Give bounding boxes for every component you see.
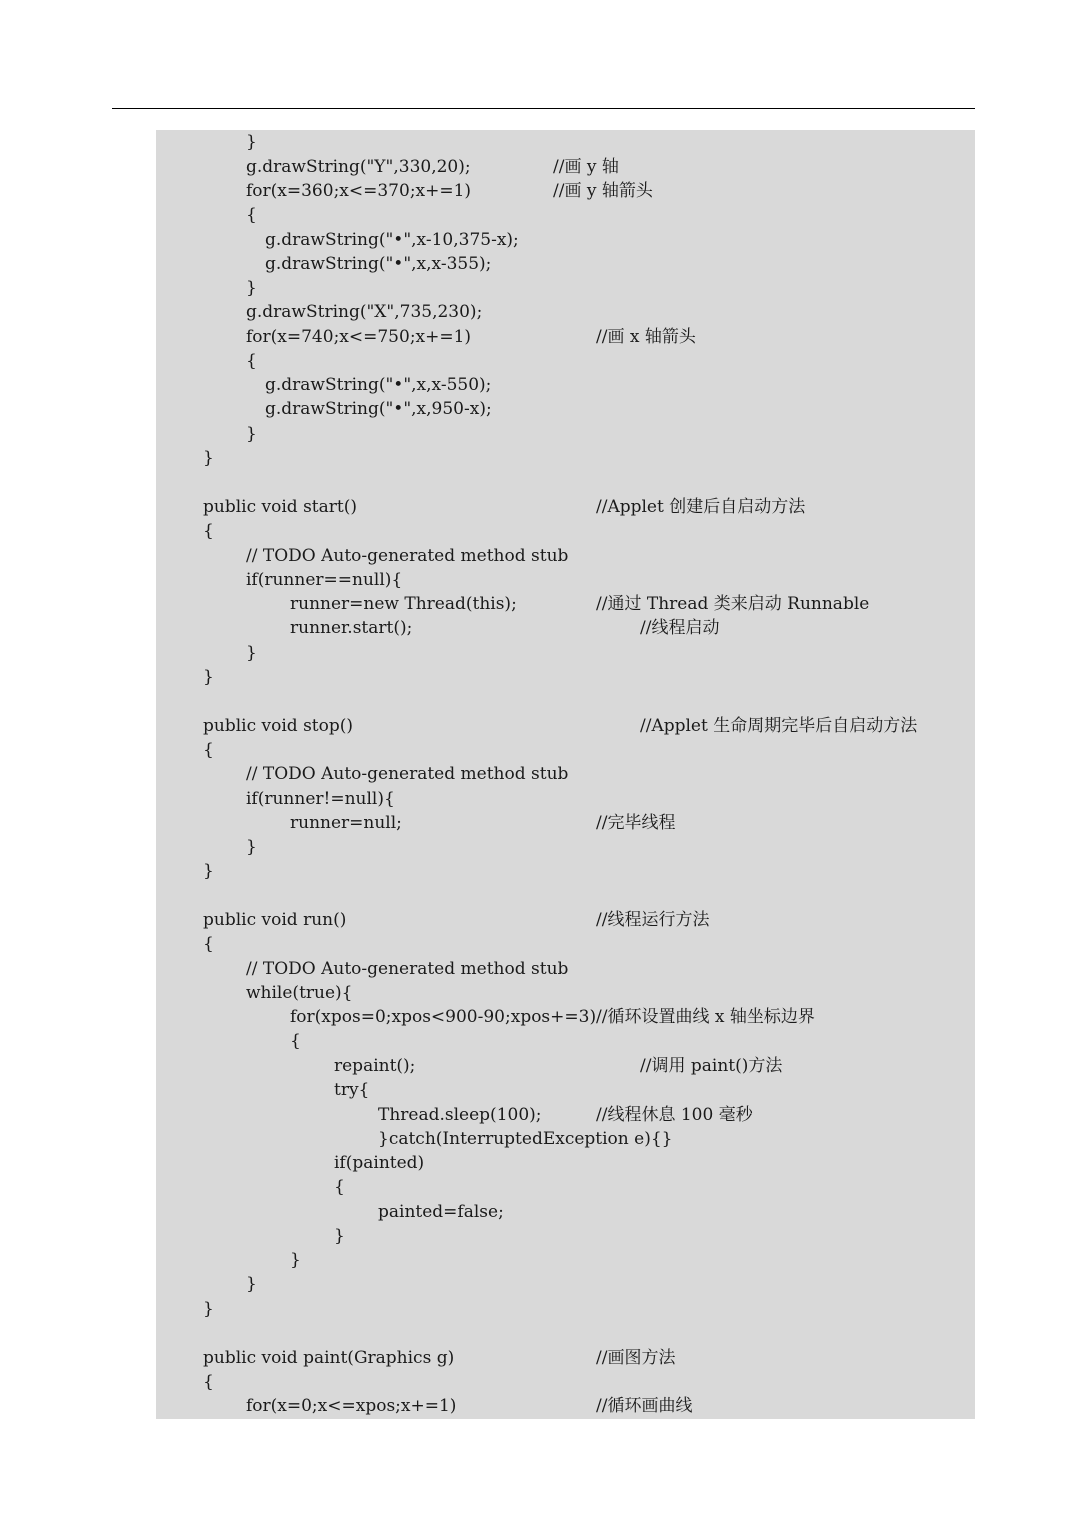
code-line: while(true){: [246, 983, 353, 1003]
code-line: }: [203, 448, 214, 468]
code-line: g.drawString("•",x-10,375-x);: [265, 230, 519, 250]
code-comment: //画 y 轴: [553, 157, 619, 177]
header-rule: [112, 108, 975, 109]
code-line: }: [246, 1274, 257, 1294]
code-line: }: [203, 861, 214, 881]
code-line: // TODO Auto-generated method stub: [246, 959, 569, 979]
code-line: {: [203, 934, 214, 954]
code-line: for(x=360;x<=370;x+=1): [246, 181, 472, 201]
code-comment: //循环画曲线: [596, 1396, 693, 1416]
code-line: }: [246, 278, 257, 298]
code-line: }: [246, 424, 257, 444]
code-line: {: [246, 205, 257, 225]
code-line: g.drawString("•",x,x-550);: [265, 375, 492, 395]
code-line: repaint();: [334, 1056, 416, 1076]
code-line: runner=null;: [290, 813, 402, 833]
code-line: painted=false;: [378, 1202, 504, 1222]
code-line: }: [203, 1299, 214, 1319]
code-line: for(x=0;x<=xpos;x+=1): [246, 1396, 457, 1416]
code-comment: //调用 paint()方法: [640, 1056, 783, 1076]
code-line: public void paint(Graphics g): [203, 1348, 455, 1368]
code-line: }: [334, 1226, 345, 1246]
code-line: for(xpos=0;xpos<900-90;xpos+=3): [290, 1007, 597, 1027]
code-line: Thread.sleep(100);: [378, 1105, 542, 1125]
code-line: // TODO Auto-generated method stub: [246, 764, 569, 784]
code-line: g.drawString("•",x,950-x);: [265, 399, 492, 419]
code-line: }: [203, 667, 214, 687]
code-line: // TODO Auto-generated method stub: [246, 546, 569, 566]
code-line: }: [246, 132, 257, 152]
code-line: }catch(InterruptedException e){}: [378, 1129, 673, 1149]
code-line: if(runner==null){: [246, 570, 403, 590]
code-line: }: [290, 1250, 301, 1270]
code-comment: //画 x 轴箭头: [596, 327, 696, 347]
code-line: {: [290, 1031, 301, 1051]
code-line: }: [246, 643, 257, 663]
code-line: runner=new Thread(this);: [290, 594, 517, 614]
code-line: {: [246, 351, 257, 371]
code-line: {: [203, 1372, 214, 1392]
code-line: try{: [334, 1080, 370, 1100]
code-comment: //线程运行方法: [596, 910, 710, 930]
code-comment: //线程休息 100 毫秒: [596, 1105, 753, 1125]
code-line: public void stop(): [203, 716, 354, 736]
code-line: }: [246, 837, 257, 857]
code-line: g.drawString("Y",330,20);: [246, 157, 471, 177]
code-line: if(painted): [334, 1153, 425, 1173]
code-comment: //完毕线程: [596, 813, 676, 833]
code-line: if(runner!=null){: [246, 789, 395, 809]
code-comment: //线程启动: [640, 618, 720, 638]
code-line: g.drawString("•",x,x-355);: [265, 254, 492, 274]
code-line: public void start(): [203, 497, 357, 517]
code-comment: //Applet 生命周期完毕后自启动方法: [640, 716, 918, 736]
code-line: public void run(): [203, 910, 347, 930]
code-line: {: [203, 740, 214, 760]
code-line: runner.start();: [290, 618, 413, 638]
code-comment: //循环设置曲线 x 轴坐标边界: [596, 1007, 815, 1027]
code-line: for(x=740;x<=750;x+=1): [246, 327, 472, 347]
code-comment: //画 y 轴箭头: [553, 181, 653, 201]
code-line: g.drawString("X",735,230);: [246, 302, 483, 322]
code-line: {: [334, 1177, 345, 1197]
code-comment: //画图方法: [596, 1348, 676, 1368]
code-comment: //通过 Thread 类来启动 Runnable: [596, 594, 870, 614]
code-comment: //Applet 创建后自启动方法: [596, 497, 806, 517]
code-line: {: [203, 521, 214, 541]
